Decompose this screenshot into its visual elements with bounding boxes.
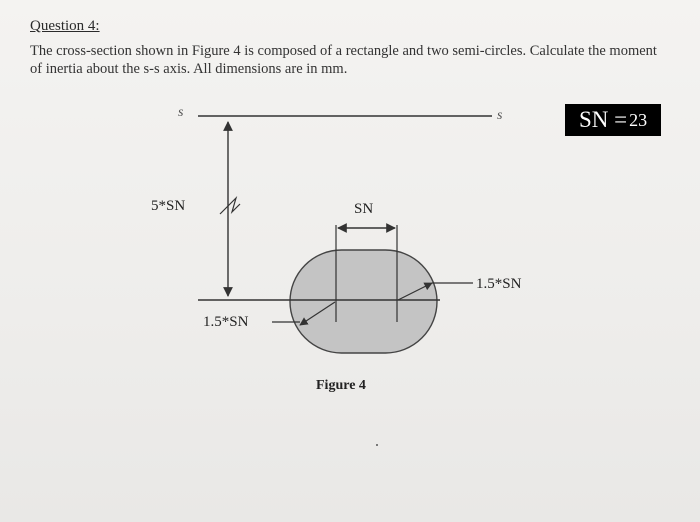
question-text: The cross-section shown in Figure 4 is composed of a rectangle and two semi-circles. Calculate the moment of inertia about the s-s axis. All dimensions are in mm. xyxy=(30,43,657,77)
vertical-dimension-label: 5*SN xyxy=(151,198,186,214)
figure-caption: Figure 4 xyxy=(316,378,366,393)
sn-dimension-label: SN xyxy=(354,201,374,217)
right-radius-label: 1.5*SN xyxy=(476,276,522,292)
stadium-shape xyxy=(290,250,437,353)
axis-label-left: s xyxy=(178,105,184,120)
question-heading: Question 4: xyxy=(30,18,100,34)
axis-label-right: s xyxy=(497,108,503,123)
sn-badge-value: 23 xyxy=(629,109,648,130)
stray-dot xyxy=(376,444,378,446)
sn-badge-label: SN = xyxy=(578,107,628,132)
break-symbol xyxy=(220,198,240,214)
left-radius-label: 1.5*SN xyxy=(203,314,249,330)
